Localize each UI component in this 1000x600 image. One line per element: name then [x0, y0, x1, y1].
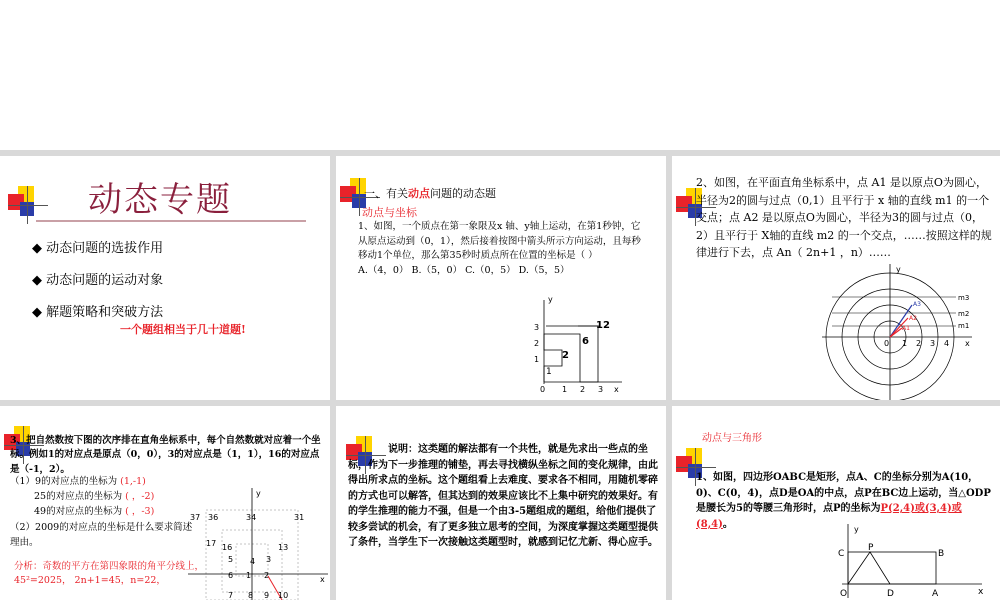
point-label: B: [938, 549, 945, 559]
grid-number: 34: [246, 513, 257, 522]
rectangle-diagram: [832, 522, 992, 600]
title-underline: [36, 220, 306, 222]
point-label: A2: [909, 315, 917, 322]
slide-thumbnail-5[interactable]: [336, 406, 666, 600]
grid-number: 10: [278, 591, 289, 600]
circles-diagram: [822, 262, 992, 400]
grid-number: 1: [246, 571, 252, 580]
axis-y-label: y: [256, 489, 261, 498]
point-label: P: [868, 543, 874, 553]
question-1c: 49的对应点的坐标为 ( ，-3): [34, 506, 155, 518]
slide-thumbnail-2[interactable]: [336, 156, 666, 400]
axis-y-label: y: [854, 525, 859, 534]
point-label: O: [840, 589, 848, 599]
slide-thumbnail-3[interactable]: [672, 156, 1000, 400]
bullet-item: ◆ 动态问题的选拔作用: [32, 241, 164, 256]
grid-number: 8: [248, 591, 254, 600]
grid-number: 16: [222, 543, 233, 552]
tick-label: 1: [902, 339, 908, 348]
tick-label: x: [965, 339, 970, 348]
subheading: 动点与坐标: [362, 206, 417, 219]
line-label: m2: [958, 310, 970, 318]
question-1: （1）9的对应点的坐标为 (1,-1): [10, 476, 146, 487]
axis-x-label: x: [978, 587, 984, 597]
line-label: m3: [958, 294, 970, 302]
point-label: A1: [902, 325, 910, 332]
spiral-number-grid: [188, 486, 328, 600]
grid-number: 5: [228, 555, 234, 564]
path-diagram: [532, 294, 642, 394]
grid-number: 17: [206, 539, 217, 548]
point-label: A: [932, 589, 939, 599]
tick-label: 2: [580, 385, 586, 394]
axis-x-label: x: [320, 575, 325, 584]
grid-number: 37: [190, 513, 201, 522]
explanation-text: 说明：这类题的解法都有一个共性，就是先求出一些点的坐标，作为下一步推理的铺垫，再去寻找横纵坐标之间的变化规律，由此得出所求点的坐标。这个题组看上去难度、要求各不相同，用随机零碎的方式也可以解答，但其达到的效果应该比不上集中研究的效果好。有的学生推理的能力不强，但是一个由3-5题组成的题组，给他们提供了较多尝试的机会，有了更多独立思考的空间，为深度掌握这类题型提供了条件，当学生下一次接触这类题型时，就感到记忆尤新、得心应手。: [348, 444, 658, 548]
analysis-text: 分析：奇数的平方在第四象限的角平分线上， 45²=2025， 2n+1=45，n=22，: [14, 561, 205, 587]
tick-label: 3: [534, 323, 540, 332]
step-label: 12: [596, 320, 610, 331]
tagline: 一个题组相当于几十道题!: [120, 323, 246, 336]
grid-number: 36: [208, 513, 219, 522]
tick-label: 3: [930, 339, 936, 348]
grid-number: 6: [228, 571, 234, 580]
axis-y-label: y: [896, 265, 901, 274]
grid-number: 2: [264, 571, 270, 580]
tick-label: 1: [562, 385, 568, 394]
bullet-item: ◆ 动态问题的运动对象: [32, 272, 164, 288]
section-heading: 一、有关动点问题的动态题: [364, 187, 496, 200]
question-1b: 25的对应点的坐标为 ( ，-2): [34, 491, 155, 503]
line-label: m1: [958, 322, 970, 330]
question-list: [10, 474, 200, 550]
tick-label: 0: [884, 339, 890, 348]
problem-text: 2、如图，在平面直角坐标系中，点 A1 是以原点O为圆心，半径为2的圆与过点（0,1）且平行于 x 轴的直线 m1 的一个交点；点 A2 是以原点O为圆心，半径为3的圆与过点（0，2）且平行于 X轴的直线 m2 的一个交点，……按照这样的规律进行下去，点 An（ 2n+1 ，n）……: [696, 176, 992, 260]
tick-label: 2: [916, 339, 922, 348]
tick-label: x: [614, 385, 619, 394]
grid-number: 7: [228, 591, 234, 600]
slide-title: 动态专题: [88, 180, 232, 220]
point-label: A3: [913, 301, 921, 308]
tick-label: 2: [534, 339, 540, 348]
step-label: 1: [546, 367, 552, 377]
decor-squares-icon: [8, 186, 42, 220]
slide-thumbnail-4[interactable]: [0, 406, 330, 600]
step-label: 6: [582, 336, 589, 347]
point-label: D: [887, 589, 894, 599]
grid-number: 9: [264, 591, 270, 600]
tick-label: 1: [534, 355, 540, 364]
tick-label: 3: [598, 385, 604, 394]
axis-y-label: y: [548, 295, 553, 304]
grid-number: 13: [278, 543, 289, 552]
question-2: （2）2009的对应点的坐标是什么要求简述理由。: [10, 521, 193, 548]
step-label: 2: [562, 350, 569, 361]
problem-text: 1、如图，四边形OABC是矩形，点A、C的坐标分别为A(10，0)、C(0，4)，点D是OA的中点，点P在BC边上运动，当△ODP是腰长为5的等腰三角形时，点P的坐标为P(2,4)或(3,4)或(8,4)。: [696, 472, 991, 530]
problem-intro: 3、把自然数按下图的次序排在直角坐标系中，每个自然数就对应着一个坐标。例如1的对应点是原点（0，0），3的对应点是（1，1），16的对应点是（-1，2）。: [10, 435, 321, 475]
problem-text: 1、如图，一个质点在第一象限及x 轴、y轴上运动，在第1秒钟，它从原点运动到（0，1），然后接着按图中箭头所示方向运动，且每秒移动1个单位，那么第35秒时质点所在位置的坐标是（ ） A.（4，0） B.（5，0） C.（0，5） D.（5，5）: [358, 221, 641, 277]
point-label: C: [838, 549, 845, 559]
grid-number: 3: [266, 555, 272, 564]
tick-label: 0: [540, 385, 546, 394]
grid-number: 31: [294, 513, 305, 522]
tick-label: 4: [944, 339, 950, 348]
slide-thumbnail-6[interactable]: [672, 406, 1000, 600]
subheading: 动点与三角形: [702, 433, 762, 444]
bullet-item: ◆ 解题策略和突破方法: [32, 304, 164, 320]
slide-thumbnail-1[interactable]: [0, 156, 330, 400]
grid-number: 4: [250, 557, 256, 566]
